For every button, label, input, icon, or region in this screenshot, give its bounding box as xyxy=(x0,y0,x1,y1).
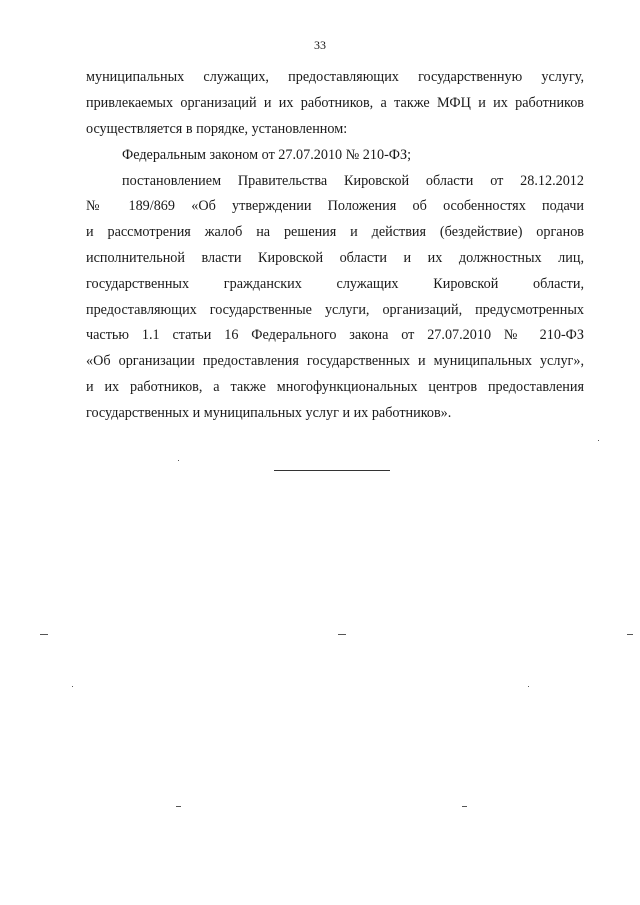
scan-speck xyxy=(40,634,48,635)
body-line-6: № 189/869 «Об утверждении Положения об особенностях подачи xyxy=(86,198,584,214)
body-line-13: и их работников, а также многофункциональных центров предоставления xyxy=(86,379,584,395)
scan-speck xyxy=(462,806,467,807)
scan-speck xyxy=(627,634,633,635)
body-line-14: государственных и муниципальных услуг и их работников». xyxy=(86,405,452,421)
body-line-8: исполнительной власти Кировской области и их должностных лиц, xyxy=(86,250,584,266)
body-line-7: и рассмотрения жалоб на решения и действия (бездействие) органов xyxy=(86,224,584,240)
body-line-12: «Об организации предоставления государственных и муниципальных услуг», xyxy=(86,353,584,369)
scan-speck xyxy=(338,634,346,635)
body-line-1: муниципальных служащих, предоставляющих государственную услугу, xyxy=(86,69,584,85)
body-line-11: частью 1.1 статьи 16 Федерального закона от 27.07.2010 № 210-ФЗ xyxy=(86,327,584,343)
scan-speck xyxy=(72,686,73,687)
body-line-5: постановлением Правительства Кировской области от 28.12.2012 xyxy=(122,173,584,189)
body-line-2: привлекаемых организаций и их работников, а также МФЦ и их работников xyxy=(86,95,584,111)
body-line-4: Федеральным законом от 27.07.2010 № 210-ФЗ; xyxy=(122,147,412,163)
scan-speck xyxy=(528,686,529,687)
body-line-10: предоставляющих государственные услуги, организаций, предусмотренных xyxy=(86,302,584,318)
scan-speck xyxy=(176,806,181,807)
body-line-9: государственных гражданских служащих Кировской области, xyxy=(86,276,584,292)
scan-speck xyxy=(598,440,599,441)
scan-speck xyxy=(178,460,179,461)
end-separator-line xyxy=(274,470,390,471)
body-line-3: осуществляется в порядке, установленном: xyxy=(86,121,348,137)
page-number: 33 xyxy=(314,38,326,52)
